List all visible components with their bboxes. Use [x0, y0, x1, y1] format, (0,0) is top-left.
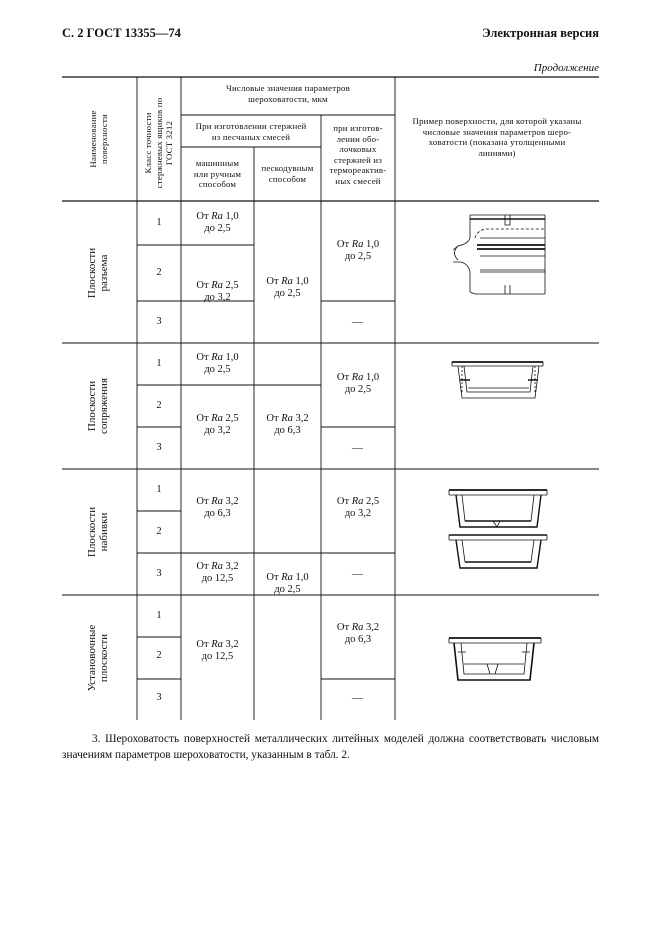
- header-sand: При изготовлении стержней из песчаных смесей: [195, 121, 307, 142]
- page-header-right: Электронная версия: [482, 26, 599, 40]
- value-machine: От Ra 3,2 до 12,5: [196, 561, 239, 584]
- value-machine: От Ra 1,0 до 2,5: [196, 352, 239, 375]
- class-number: 3: [156, 442, 162, 453]
- value-blast: От Ra 1,0 до 2,5: [266, 572, 309, 595]
- group-name-mating: Плоскости сопряжения: [86, 378, 110, 434]
- class-number: 3: [156, 316, 162, 327]
- class-number: 1: [156, 217, 162, 228]
- class-number: 1: [156, 484, 162, 495]
- group-name-ramming: Плоскости набивки: [86, 506, 110, 558]
- header-machine: машинным или ручным способом: [193, 158, 242, 189]
- continuation-label: Продолжение: [533, 62, 599, 74]
- page-header-left: С. 2 ГОСТ 13355—74: [62, 26, 181, 40]
- example-drawing-box-seating: [449, 638, 541, 680]
- value-machine: От Ra 3,2 до 12,5: [196, 639, 239, 662]
- example-drawing-boxes-ramming: [449, 490, 547, 568]
- header-example: Пример поверхности, для которой указаны числовые значения параметров шеро- ховатости (показана утолщенными линиями): [412, 116, 582, 158]
- header-shell: при изготов- лении обо- лочковых стержней из термореактив- ных смесей: [329, 123, 387, 186]
- example-drawing-pipe: [453, 215, 545, 294]
- value-shell: От Ra 1,0 до 2,5: [336, 372, 380, 395]
- value-shell: От Ra 3,2 до 6,3: [336, 622, 380, 645]
- class-number: 2: [156, 400, 162, 411]
- value-shell-dash: —: [352, 442, 363, 454]
- class-number: 2: [156, 650, 162, 661]
- header-params: Числовые значения параметров шероховатости, мкм: [226, 83, 350, 104]
- value-machine: От Ra 2,5 до 3,2: [196, 280, 239, 303]
- header-accuracy-class: Класс точности стержневых ящиков по ГОСТ 3212: [143, 97, 174, 189]
- value-machine: От Ra 1,0 до 2,5: [196, 211, 239, 234]
- class-number: 1: [156, 358, 162, 369]
- value-blast: От Ra 1,0 до 2,5: [266, 276, 309, 299]
- paragraph-3: 3. Шероховатость поверхностей металлических литейных моделей должна соответствовать числовым значениям параметров шероховатости, указанным в табл. 2.: [62, 733, 599, 761]
- class-number: 3: [156, 568, 162, 579]
- header-surface-name: Наименование поверхности: [88, 110, 109, 168]
- value-shell: От Ra 2,5 до 3,2: [336, 496, 380, 519]
- class-number: 2: [156, 526, 162, 537]
- group-name-parting: Плоскости разъема: [86, 247, 110, 299]
- group-name-seating: Установочные плоскости: [86, 624, 110, 692]
- class-number: 2: [156, 267, 162, 278]
- value-machine: От Ra 2,5 до 3,2: [196, 413, 239, 436]
- value-shell: От Ra 1,0 до 2,5: [336, 239, 380, 262]
- value-shell-dash: —: [352, 316, 363, 328]
- class-number: 1: [156, 610, 162, 621]
- header-blast: пескодувным способом: [261, 163, 314, 184]
- value-machine: От Ra 3,2 до 6,3: [196, 496, 239, 519]
- value-shell-dash: —: [352, 692, 363, 704]
- class-number: 3: [156, 692, 162, 703]
- value-shell-dash: —: [352, 568, 363, 580]
- example-drawing-box-mating: [452, 362, 543, 398]
- value-blast: От Ra 3,2 до 6,3: [266, 413, 309, 436]
